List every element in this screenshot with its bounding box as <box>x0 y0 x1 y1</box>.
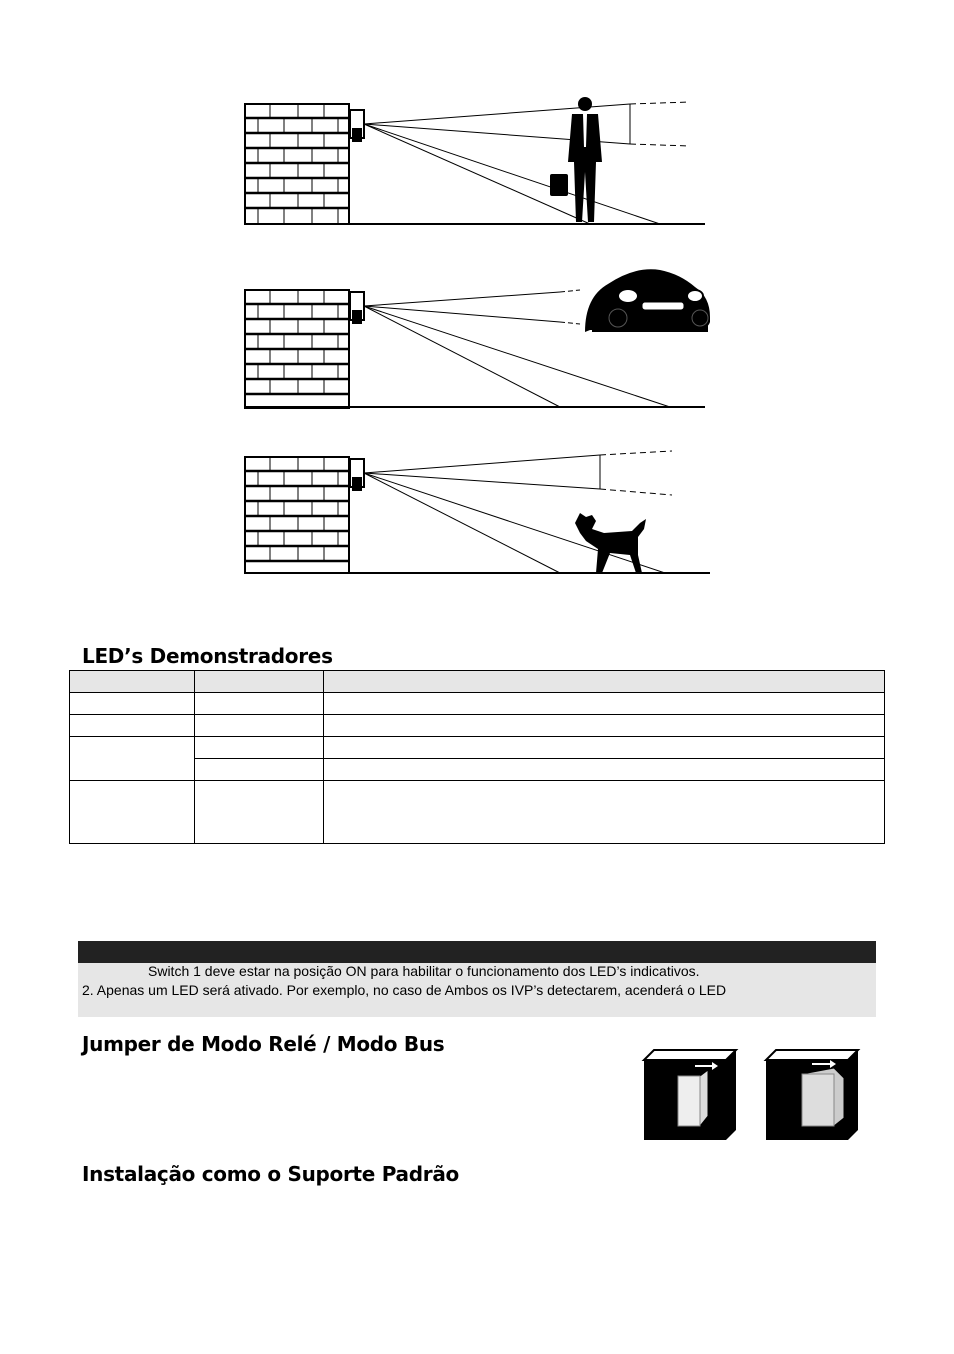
table-cell <box>324 671 885 693</box>
table-cell <box>70 781 195 844</box>
jumper-right-icon <box>762 1046 862 1142</box>
led-section-title: LED’s Demonstradores <box>82 644 333 668</box>
detection-beams <box>364 451 672 573</box>
table-row <box>70 781 885 844</box>
table-header-row <box>70 671 885 693</box>
person-detection-diagram <box>240 92 720 232</box>
table-cell <box>195 759 324 781</box>
note-box <box>78 941 876 1017</box>
brick-wall <box>245 457 349 573</box>
table-cell <box>70 715 195 737</box>
note-line-1: Switch 1 deve estar na posição ON para habilitar o funcionamento dos LED’s indicativos. <box>148 963 700 979</box>
jumper-left-icon <box>640 1046 740 1142</box>
car-icon <box>585 269 710 332</box>
table-row <box>70 715 885 737</box>
table-cell <box>324 693 885 715</box>
dog-icon <box>575 513 646 573</box>
table-cell <box>195 693 324 715</box>
detection-beams <box>364 102 690 224</box>
table-cell <box>324 759 885 781</box>
dog-detection-diagram <box>240 445 720 580</box>
table-row <box>70 737 885 759</box>
sensor-icon <box>350 292 364 324</box>
note-header-bar <box>78 941 876 963</box>
table-cell <box>195 737 324 759</box>
brick-wall <box>245 290 349 408</box>
jumper-section-title: Jumper de Modo Relé / Modo Bus <box>82 1032 445 1056</box>
table-cell <box>324 781 885 844</box>
sensor-icon <box>350 459 364 491</box>
table-cell <box>195 715 324 737</box>
sensor-icon <box>350 110 364 142</box>
car-detection-diagram <box>240 262 720 412</box>
table-cell <box>70 693 195 715</box>
table-cell <box>195 671 324 693</box>
table-cell <box>70 671 195 693</box>
table-cell <box>195 781 324 844</box>
led-table <box>69 670 885 844</box>
install-section-title: Instalação como o Suporte Padrão <box>82 1162 459 1186</box>
table-cell <box>324 715 885 737</box>
person-icon <box>550 97 602 222</box>
brick-wall <box>245 104 349 224</box>
table-row <box>70 693 885 715</box>
table-cell <box>70 737 195 781</box>
table-cell <box>324 737 885 759</box>
note-line-2: 2. Apenas um LED será ativado. Por exemplo, no caso de Ambos os IVP’s detectarem, acenderá o LED <box>82 982 727 998</box>
